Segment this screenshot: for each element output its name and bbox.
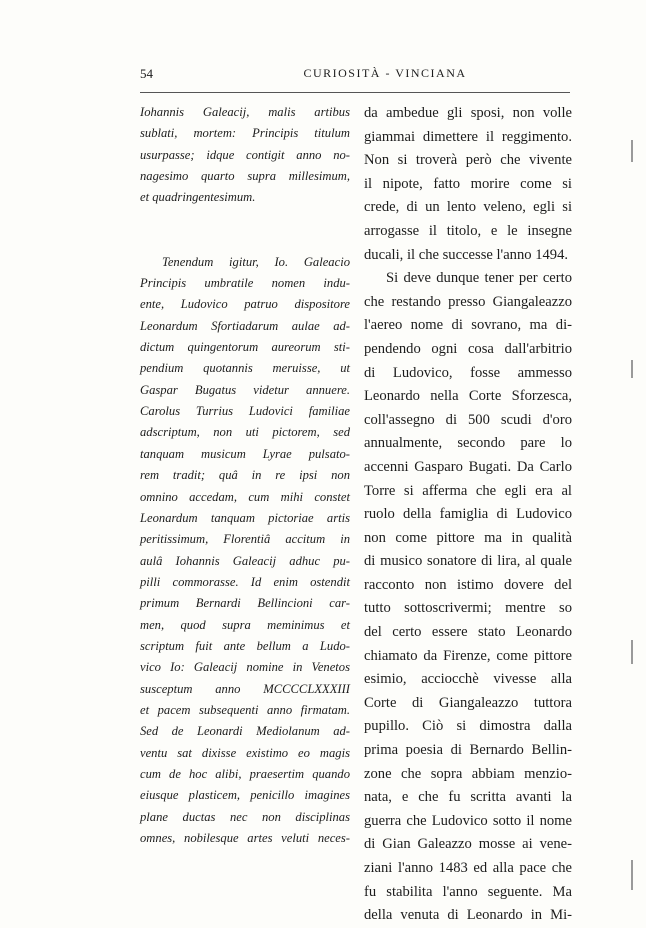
- header-rule: [140, 92, 570, 93]
- text-line: Leonardo nella Corte Sforzesca,: [364, 388, 572, 405]
- text-line: chiamato da Firenze, come pittore: [364, 647, 572, 664]
- text-line: et quadringentesimum.: [140, 190, 256, 205]
- text-line: Iohannis Galeacij, malis artibus: [140, 105, 350, 119]
- text-line: Sed de Leonardi Mediolanum ad-: [140, 724, 350, 739]
- italian-paragraph-2: [364, 267, 572, 928]
- text-line: tutto sottoscrivermi; mentre so: [364, 600, 572, 617]
- text-line: nagesimo quarto supra millesimum,: [140, 169, 350, 184]
- text-line: della venuta di Leonardo in Mi-: [364, 907, 572, 924]
- latin-column: [140, 102, 350, 849]
- text-line: zone che sopra abbiam menzio-: [364, 765, 572, 782]
- text-line: pupillo. Ciò si dimostra dalla: [364, 718, 572, 735]
- text-line: coll'assegno di 500 scudi d'oro: [364, 411, 572, 428]
- text-line: usurpasse; idque contigit anno no-: [140, 147, 350, 162]
- text-line: Carolus Turrius Ludovici familiae: [140, 404, 350, 419]
- text-line: Corte di Giangaleazzo tuttora: [364, 694, 572, 711]
- text-line: Leonardum tanquam pictoriae artis: [140, 510, 350, 525]
- text-line: dictum quingentorum aureorum sti-: [140, 340, 350, 355]
- text-line: di Gian Galeazzo mosse ai vene-: [364, 836, 572, 853]
- text-line: non come pittore ma in qualità: [364, 529, 572, 546]
- text-line: prima poesia di Bernardo Bellin-: [364, 742, 572, 759]
- running-title: CURIOSITÀ - VINCIANA: [303, 66, 467, 80]
- text-line: Si deve dunque tener per certo: [386, 270, 572, 287]
- page-number: 54: [140, 66, 153, 81]
- text-line: esimio, acciocchè vivesse alla: [364, 671, 572, 688]
- text-line: ziani l'anno 1483 ed alla pace che: [364, 860, 572, 876]
- text-line: plane ductas nec non disciplinas: [140, 809, 350, 824]
- text-line: pilli commorasse. Id enim ostendit: [140, 574, 350, 589]
- latin-paragraph-2: [140, 252, 350, 850]
- text-line: cum de hoc alibi, praesertim quando: [140, 766, 350, 781]
- text-line: arrogasse il titolo, e le insegne: [364, 222, 572, 239]
- page-header: [140, 66, 570, 86]
- italian-column: [364, 102, 572, 928]
- text-line: giammai dimettere il reggimento.: [364, 128, 572, 145]
- latin-paragraph-1: [140, 102, 350, 209]
- text-line: che restando presso Giangaleazzo: [364, 293, 572, 310]
- italian-paragraph-1: [364, 102, 572, 267]
- text-line: il nipote, fatto morire come si: [364, 175, 572, 192]
- text-line: ducali, il che successe l'anno 1494.: [364, 246, 569, 263]
- text-line: adscriptum, non uti pictorem, sed: [140, 425, 350, 440]
- text-line: di Ludovico, fosse ammesso: [364, 364, 572, 381]
- text-line: Principis umbratile nomen indu-: [140, 276, 350, 291]
- text-line: da ambedue gli sposi, non volle: [364, 105, 572, 121]
- text-line: Gaspar Bugatus videtur annuere.: [140, 382, 350, 397]
- text-line: pendium quotannis meruisse, ut: [140, 361, 350, 376]
- text-line: ruolo della famiglia di Ludovico: [364, 506, 572, 523]
- scan-margin-mark: [631, 640, 633, 664]
- scan-margin-mark: [631, 140, 633, 162]
- text-line: fu stabilita l'anno seguente. Ma: [364, 883, 572, 900]
- text-line: vico Io: Galeacij nomine in Venetos: [140, 660, 350, 675]
- text-line: racconto non istimo dovere del: [364, 576, 572, 593]
- paragraph-gap: [140, 209, 350, 252]
- text-line: ente, Ludovico patruo dispositore: [140, 297, 350, 312]
- text-line: di musico sonatore di lira, al quale: [364, 553, 572, 570]
- text-line: tanquam musicum Lyrae pulsato-: [140, 446, 350, 461]
- text-line: Non si troverà però che vivente: [364, 152, 572, 169]
- text-line: aulâ Iohannis Galeacij adhuc pu-: [140, 553, 350, 568]
- text-line: sublati, mortem: Principis titulum: [140, 126, 350, 141]
- text-line: omnino accedam, cum mihi constet: [140, 489, 350, 504]
- text-line: rem tradit; quâ in re ipsi non: [140, 468, 350, 483]
- text-line: del certo essere stato Leonardo: [364, 624, 572, 641]
- text-line: scriptum fuit ante bellum a Ludo-: [140, 638, 350, 653]
- text-line: peritissimum, Florentiâ accitum in: [140, 532, 350, 547]
- text-line: accenni Gasparo Bugati. Da Carlo: [364, 458, 572, 475]
- text-line: crede, di un lento veleno, egli si: [364, 199, 572, 216]
- text-line: l'aereo nome di sovrano, ma di-: [364, 317, 572, 334]
- text-line: guerra che Ludovico sotto il nome: [364, 812, 572, 829]
- scan-margin-mark: [631, 360, 633, 378]
- text-line: annualmente, secondo pare lo: [364, 435, 572, 452]
- text-line: Torre si afferma che egli era al: [364, 482, 572, 499]
- text-line: ventu sat dixisse existimo eo magis: [140, 745, 350, 760]
- scan-margin-mark: [631, 860, 633, 890]
- text-line: omnes, nobilesque artes veluti neces-: [140, 831, 350, 845]
- text-line: Leonardum Sfortiadarum aulae ad-: [140, 318, 350, 333]
- text-line: Tenendum igitur, Io. Galeacio: [162, 254, 350, 269]
- text-line: nata, e che fu scritta avanti la: [364, 789, 572, 806]
- text-line: men, quod supra meminimus et: [140, 617, 350, 632]
- text-line: primum Bernardi Bellincioni car-: [140, 596, 350, 611]
- text-line: eiusque plasticem, penicillo imagines: [140, 788, 350, 803]
- text-line: susceptum anno MCCCCLXXXIII: [140, 681, 350, 696]
- text-line: pendendo ogni cosa dall'arbitrio: [364, 340, 572, 357]
- text-line: et pacem subsequenti anno firmatam.: [140, 702, 350, 717]
